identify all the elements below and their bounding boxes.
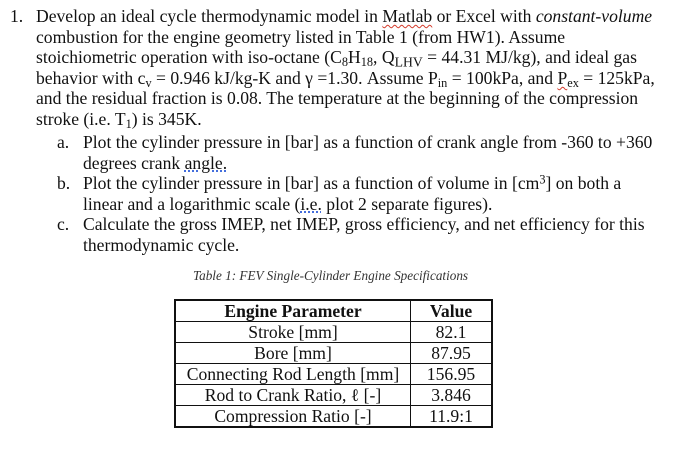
sub-questions <box>57 132 687 256</box>
text-segment: , Q <box>373 47 395 68</box>
text-segment: = 100kPa, and <box>447 67 558 88</box>
question-line-5: and the residual fraction is 0.08. The temperature at the beginning of the compression <box>36 88 639 109</box>
header-cell: Value <box>411 300 493 322</box>
subscript: v <box>145 75 152 90</box>
text-segment: stoichiometric operation with iso-octane (C <box>36 47 342 68</box>
text-segment: Plot the cylinder pressure in [bar] as a function of volume in [cm <box>83 173 540 194</box>
text-segment: = 0.946 kJ/kg-K and γ =1.30. Assume P <box>151 67 438 88</box>
parameter-cell: Connecting Rod Length [mm] <box>175 364 411 385</box>
parameter-cell: Compression Ratio [-] <box>175 406 411 428</box>
text-segment: H <box>348 47 361 68</box>
angle-word: angle. <box>184 152 228 173</box>
subscript: LHV <box>394 54 423 70</box>
table-row <box>175 364 492 385</box>
matlab-word: Matlab <box>382 6 433 26</box>
text-segment: Develop an ideal cycle thermodynamic model in <box>36 6 383 26</box>
subscript: 8 <box>341 55 349 70</box>
subscript: in <box>437 75 448 90</box>
text-segment: or Excel with <box>432 6 536 26</box>
value-cell: 3.846 <box>411 385 493 406</box>
ie-word: i.e. <box>300 193 322 214</box>
text-segment: plot 2 separate figures). <box>321 193 493 214</box>
value-cell: 82.1 <box>411 322 493 343</box>
value-cell: 87.95 <box>411 343 493 364</box>
sub-question-label: b. <box>57 173 71 194</box>
value-cell: 11.9:1 <box>411 406 493 428</box>
question-number: 1. <box>10 6 24 26</box>
superscript: 3 <box>539 172 546 187</box>
sub-question-a <box>57 132 687 173</box>
text-segment: stroke (i.e. T <box>36 108 126 129</box>
text-segment: ) is 345K. <box>131 108 202 129</box>
text-segment: behavior with c <box>36 67 146 88</box>
text-segment: degrees crank <box>83 152 185 173</box>
question-line-1 <box>36 6 690 27</box>
text-segment: = 44.31 MJ/kg), and ideal gas <box>422 47 637 68</box>
sub-question-line: Plot the cylinder pressure in [bar] as a function of crank angle from -360 to +360 <box>83 132 653 152</box>
constant-volume-text: constant-volume <box>535 6 653 26</box>
table-row <box>175 406 492 428</box>
sub-question-line <box>83 173 687 194</box>
pex-symbol <box>557 68 578 88</box>
subscript: 18 <box>360 55 374 70</box>
sub-question-line: thermodynamic cycle. <box>83 234 240 255</box>
value-cell: 156.95 <box>411 364 493 385</box>
question-line-3 <box>36 47 690 68</box>
sub-question-c <box>57 214 687 255</box>
subscript: ex <box>567 75 579 90</box>
question-body <box>36 6 690 130</box>
table-row <box>175 322 492 343</box>
table-caption: Table 1: FEV Single-Cylinder Engine Specifications <box>193 268 469 283</box>
parameter-cell: Stroke [mm] <box>175 322 411 343</box>
text-segment: linear and a logarithmic scale ( <box>83 193 301 214</box>
sub-question-label: a. <box>57 132 70 152</box>
sub-question-line <box>83 194 687 215</box>
sub-question-label: c. <box>57 214 70 235</box>
parameter-cell: Bore [mm] <box>175 343 411 364</box>
question-line-6 <box>36 109 690 130</box>
text-segment: P <box>557 67 568 88</box>
question-line-4 <box>36 68 690 89</box>
sub-question-line: Calculate the gross IMEP, net IMEP, gross efficiency, and net efficiency for this <box>83 214 645 235</box>
parameter-cell: Rod to Crank Ratio, ℓ [-] <box>175 385 411 406</box>
text-segment: = 125kPa, <box>578 67 655 88</box>
subscript: 1 <box>125 117 132 132</box>
table-row <box>175 343 492 364</box>
text-segment: ] on both a <box>545 173 622 194</box>
table-header-row <box>175 300 492 322</box>
question-line-2: combustion for the engine geometry listed in Table 1 (from HW1). Assume <box>36 26 566 47</box>
engine-spec-table <box>174 299 493 428</box>
header-cell: Engine Parameter <box>175 300 411 322</box>
table-row <box>175 385 492 406</box>
sub-question-line <box>83 153 687 174</box>
sub-question-b <box>57 173 687 214</box>
